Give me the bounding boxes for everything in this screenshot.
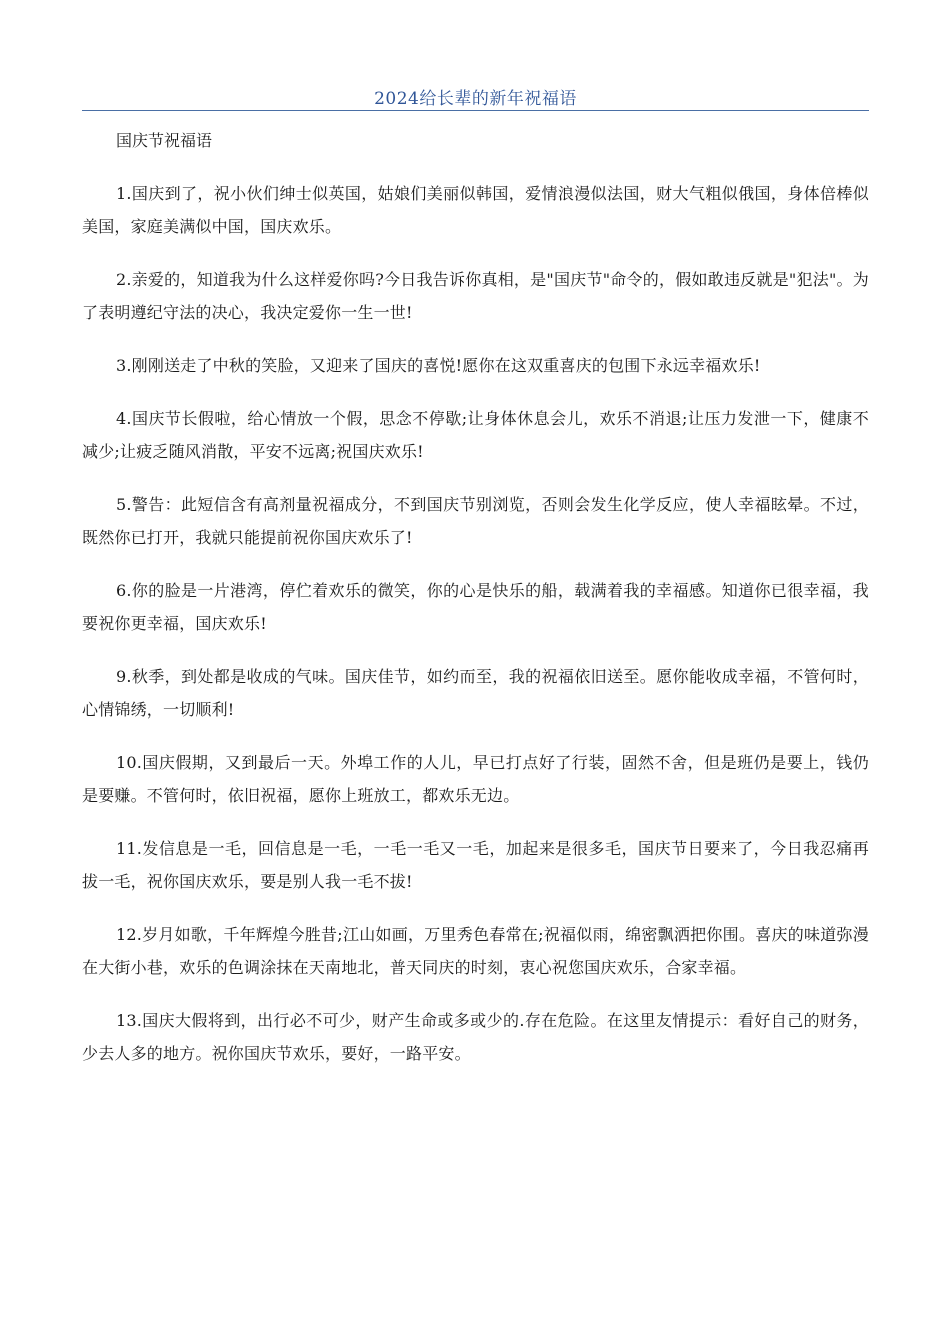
paragraph-1: 1.国庆到了，祝小伙们绅士似英国，姑娘们美丽似韩国，爱情浪漫似法国，财大气粗似俄国，身体倍棒似美国，家庭美满似中国，国庆欢乐。 [82, 184, 869, 236]
paragraph-2: 2.亲爱的，知道我为什么这样爱你吗?今日我告诉你真相，是"国庆节"命令的，假如敢违反就是"犯法"。为了表明遵纪守法的决心，我决定爱你一生一世! [82, 270, 869, 322]
paragraph-10: 10.国庆假期，又到最后一天。外埠工作的人儿，早已打点好了行装，固然不舍，但是班仍是要上，钱仍是要赚。不管何时，依旧祝福，愿你上班放工，都欢乐无边。 [82, 753, 869, 805]
paragraph-12: 12.岁月如歌，千年辉煌今胜昔;江山如画，万里秀色春常在;祝福似雨，绵密飘洒把你围。喜庆的味道弥漫在大街小巷，欢乐的色调涂抹在天南地北，普天同庆的时刻，衷心祝您国庆欢乐，合家幸福。 [82, 925, 869, 977]
paragraph-6: 6.你的脸是一片港湾，停伫着欢乐的微笑，你的心是快乐的船，载满着我的幸福感。知道你已很幸福，我要祝你更幸福，国庆欢乐! [82, 581, 869, 633]
section-title: 国庆节祝福语 [116, 131, 213, 150]
header-title: 2024给长辈的新年祝福语 [374, 89, 577, 109]
page-header [82, 80, 869, 111]
paragraph-5: 5.警告：此短信含有高剂量祝福成分，不到国庆节别浏览，否则会发生化学反应，使人幸福眩晕。不过，既然你已打开，我就只能提前祝你国庆欢乐了! [82, 495, 869, 547]
paragraph-13: 13.国庆大假将到，出行必不可少，财产生命或多或少的.存在危险。在这里友情提示：看好自己的财务，少去人多的地方。祝你国庆节欢乐，要好，一路平安。 [82, 1011, 869, 1063]
paragraph-9: 9.秋季，到处都是收成的气味。国庆佳节，如约而至，我的祝福依旧送至。愿你能收成幸福，不管何时，心情锦绣，一切顺利! [82, 667, 869, 719]
paragraph-3: 3.刚刚送走了中秋的笑脸，又迎来了国庆的喜悦!愿你在这双重喜庆的包围下永远幸福欢乐! [116, 356, 761, 375]
document-body [82, 126, 869, 1070]
paragraph-11: 11.发信息是一毛，回信息是一毛，一毛一毛又一毛，加起来是很多毛，国庆节日要来了，今日我忍痛再拔一毛，祝你国庆欢乐，要是别人我一毛不拔! [82, 839, 869, 891]
paragraph-4: 4.国庆节长假啦，给心情放一个假，思念不停歇;让身体休息会儿，欢乐不消退;让压力发泄一下，健康不减少;让疲乏随风消散，平安不远离;祝国庆欢乐! [82, 409, 869, 461]
